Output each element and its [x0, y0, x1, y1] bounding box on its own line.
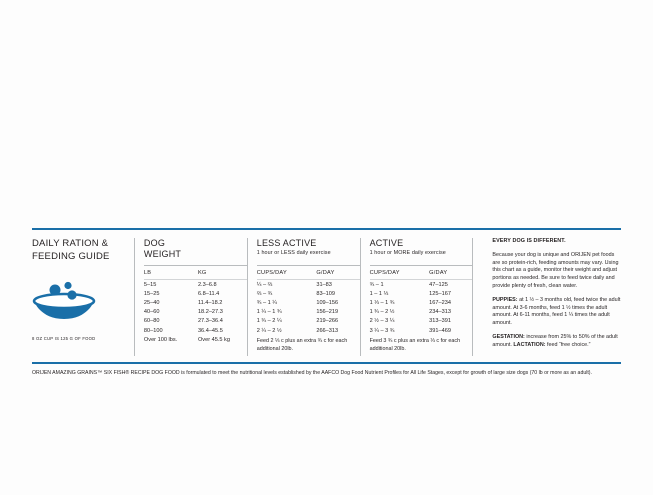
col-header-g-day-active: G/DAY	[429, 270, 448, 276]
divider-4	[472, 238, 473, 356]
less-active-subtitle: 1 hour or LESS daily exercise	[256, 250, 331, 256]
table-row	[370, 280, 473, 289]
less-grams-3: 109–156	[316, 299, 339, 306]
less-cups-2: ⅔ – ¾	[256, 290, 273, 297]
less-active-column	[257, 238, 360, 356]
table-row	[144, 280, 247, 289]
weight-lb-7: Over 100 lbs.	[143, 336, 178, 343]
notes-gestation	[492, 334, 621, 350]
table-row	[370, 326, 473, 335]
weight-kg-7: Over 45.5 kg	[197, 336, 230, 343]
weight-kg-6: 36.4–45.5	[197, 327, 223, 334]
active-subtitle: 1 hour or MORE daily exercise	[369, 250, 446, 256]
bowl-caption: 8 OZ CUP IS 125 G OF FOOD	[32, 336, 96, 341]
active-cups-2: 1 – 1 ⅓	[369, 290, 389, 297]
less-grams-1: 31–83	[316, 281, 332, 288]
table-header-row	[370, 268, 473, 279]
less-active-heading	[257, 238, 360, 262]
bowl-illustration-wrap	[32, 281, 128, 341]
active-grams-6: 391–469	[429, 327, 451, 334]
active-grams-1: 47–125	[429, 281, 448, 288]
dog-weight-column	[144, 238, 247, 356]
active-table	[370, 268, 473, 335]
table-row	[144, 317, 247, 326]
less-grams-4: 156–219	[316, 309, 339, 316]
dog-weight-heading	[144, 238, 247, 262]
table-row	[257, 317, 360, 326]
weight-kg-1: 2.3–6.8	[197, 281, 217, 288]
active-column	[370, 238, 473, 356]
less-grams-5: 219–266	[316, 318, 339, 325]
active-heading	[370, 238, 473, 262]
table-row	[370, 317, 473, 326]
notes-lactation-label: LACTATION:	[513, 341, 546, 348]
col-header-kg: KG	[197, 270, 207, 276]
page-title	[32, 238, 128, 263]
notes-intro: Because your dog is unique and ORIJEN pet foods are so protein-rich, feeding amounts may vary. Using this chart as a guide, monitor their weight and adjust portions as needed. Be sure to feed twice daily and provide plenty of fresh, clean water.	[492, 251, 619, 289]
active-cups-4: 1 ¾ – 2 ½	[369, 309, 395, 316]
notes-puppies	[492, 297, 621, 328]
active-grams-5: 313–391	[429, 318, 451, 325]
active-cups-1: ¾ – 1	[369, 281, 384, 288]
weight-lb-4: 40–60	[143, 309, 160, 316]
panel-bottom-rule	[32, 362, 621, 364]
active-title: ACTIVE	[369, 238, 404, 248]
weight-lb-3: 25–40	[143, 299, 160, 306]
notes-lactation-text: feed “free choice.”	[545, 341, 591, 348]
page-title-line2: FEEDING GUIDE	[32, 250, 110, 262]
table-row	[370, 308, 473, 317]
active-grams-2: 125–167	[429, 290, 451, 297]
notes-column	[482, 238, 621, 356]
less-active-footnote: Feed 2 ⅓ c plus an extra ¾ c for each additional 20lb.	[256, 338, 348, 352]
active-grams-3: 167–234	[429, 299, 451, 306]
weight-lb-2: 15–25	[143, 290, 160, 297]
table-row	[370, 298, 473, 307]
less-grams-2: 83–109	[316, 290, 335, 297]
guide-title-block	[32, 238, 134, 356]
weight-lb-5: 60–80	[143, 318, 160, 325]
less-active-head-rule	[257, 265, 360, 266]
table-row	[144, 298, 247, 307]
active-head-rule	[370, 265, 473, 266]
active-footnote: Feed 3 ¾ c plus an extra ⅓ c for each additional 20lb.	[369, 338, 461, 352]
table-row	[257, 326, 360, 335]
less-cups-1: ¼ – ⅔	[256, 281, 273, 288]
weight-kg-2: 6.8–11.4	[197, 290, 220, 297]
table-header-row	[144, 268, 247, 279]
weight-kg-3: 11.4–18.2	[197, 299, 223, 306]
less-active-table	[257, 268, 360, 335]
table-row	[370, 289, 473, 298]
table-row	[257, 298, 360, 307]
divider-3	[360, 238, 361, 356]
less-active-title: LESS ACTIVE	[256, 238, 317, 248]
active-cups-3: 1 ⅓ – 1 ¾	[369, 299, 395, 306]
less-cups-5: 1 ¾ – 2 ¼	[256, 318, 282, 325]
notes-puppies-text: at 1 ½ – 3 months old, feed twice the adult amount. At 3-6 months, feed 1 ½ times the adult amount. At 6-11 months, feed 1 ¼ times the adult amount.	[492, 296, 621, 327]
table-row	[144, 289, 247, 298]
weight-lb-1: 5–15	[143, 281, 157, 288]
table-row	[257, 289, 360, 298]
dog-weight-heading-line1: DOG	[143, 238, 166, 248]
col-header-g-day-less: G/DAY	[316, 270, 335, 276]
less-cups-4: 1 ¼ – 1 ¾	[256, 309, 282, 316]
dog-weight-table	[144, 268, 247, 344]
feeding-guide-panel	[32, 228, 621, 377]
notes-gestation-text: increase from 25% to 50% of the adult amount.	[492, 333, 618, 348]
weight-kg-4: 18.2–27.3	[197, 309, 223, 316]
less-cups-3: ¾ – 1 ¼	[256, 299, 277, 306]
table-row	[144, 335, 247, 344]
notes-puppies-label: PUPPIES:	[492, 296, 518, 303]
dog-bowl-icon	[32, 281, 96, 325]
table-row	[257, 280, 360, 289]
less-cups-6: 2 ¼ – 2 ½	[256, 327, 282, 334]
col-header-lb: LB	[143, 270, 152, 276]
aafco-disclaimer: ORIJEN AMAZING GRAINS™ SIX FISH® RECIPE DOG FOOD is formulated to meet the nutritional levels established by the AAFCO Dog Food Nutrient Profiles for All Life Stages, except for growth of large size dogs (70 lb or more as an adult).	[32, 369, 592, 376]
divider-2	[247, 238, 248, 356]
dog-weight-heading-line2: WEIGHT	[143, 249, 182, 259]
col-header-cups-day-less: CUPS/DAY	[256, 270, 287, 276]
col-header-cups-day-active: CUPS/DAY	[369, 270, 400, 276]
active-grams-4: 234–313	[429, 309, 451, 316]
notes-heading: EVERY DOG IS DIFFERENT.	[492, 238, 566, 244]
table-header-row	[257, 268, 360, 279]
table-row	[257, 308, 360, 317]
weight-kg-5: 27.3–36.4	[197, 318, 223, 325]
table-row	[144, 308, 247, 317]
panel-columns	[32, 230, 621, 356]
less-grams-6: 266–313	[316, 327, 339, 334]
table-row	[144, 326, 247, 335]
active-cups-6: 3 ¼ – 3 ¾	[369, 327, 395, 334]
page-title-line1: DAILY RATION &	[32, 238, 109, 249]
weight-lb-6: 80–100	[143, 327, 163, 334]
divider-1	[134, 238, 135, 356]
active-cups-5: 2 ½ – 3 ¼	[369, 318, 395, 325]
notes-gestation-label: GESTATION:	[492, 333, 525, 340]
dog-weight-head-rule	[144, 265, 247, 266]
